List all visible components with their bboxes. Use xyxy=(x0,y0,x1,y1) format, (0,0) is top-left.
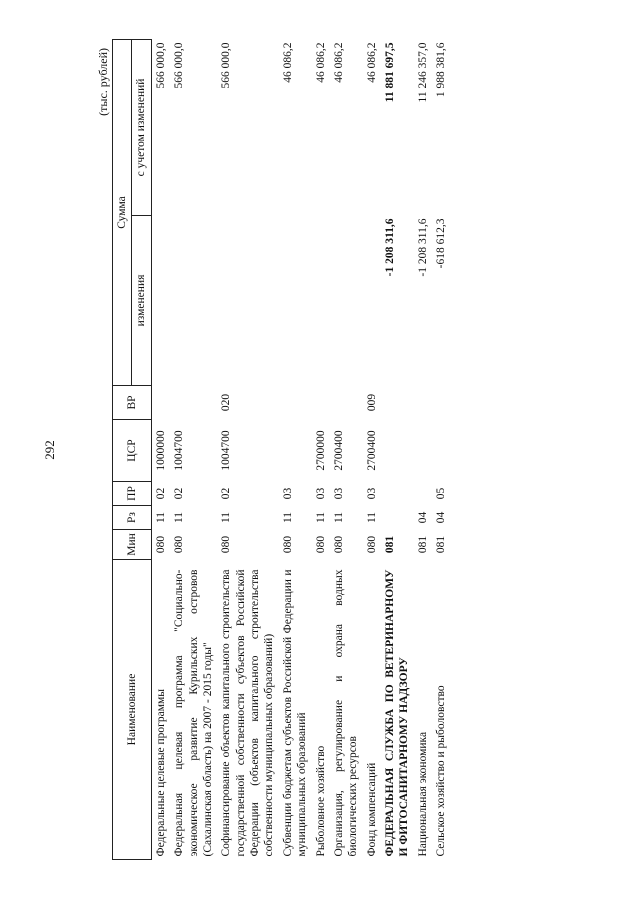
row-csr xyxy=(414,420,432,482)
table-row xyxy=(170,39,217,859)
row-change xyxy=(312,216,330,386)
row-min: 081 xyxy=(416,535,429,554)
row-pr: 02 xyxy=(220,487,233,500)
row-rz: 11 xyxy=(220,511,233,524)
row-vr xyxy=(414,386,432,420)
header-with-changes: с учетом изменений xyxy=(132,39,151,215)
row-change: -1 208 311,6 xyxy=(384,218,396,277)
row-pr: 03 xyxy=(281,487,294,500)
row-csr xyxy=(432,420,450,482)
row-min: 080 xyxy=(314,535,327,554)
table-header xyxy=(113,39,152,859)
row-csr xyxy=(381,420,414,482)
row-name: Организация, регулирование и охрана водных биологических ресурсов xyxy=(332,569,360,857)
row-change: -1 208 311,6 xyxy=(416,218,429,277)
row-vr xyxy=(330,386,363,420)
row-total: 46 086,2 xyxy=(314,42,327,83)
row-min: 081 xyxy=(435,535,448,554)
row-min: 080 xyxy=(220,535,233,554)
header-vr: ВР xyxy=(113,386,152,420)
row-min: 080 xyxy=(173,535,186,554)
row-vr xyxy=(432,386,450,420)
row-min: 080 xyxy=(154,535,167,554)
table-row xyxy=(279,39,312,859)
row-change xyxy=(170,216,217,386)
row-name: Софинансирование объектов капитального строительства государственной собственности субъектов Российской Федерации (объектов капитального строительства собственности муниципальных образований) xyxy=(220,569,276,857)
row-rz: 11 xyxy=(281,511,294,524)
row-rz: 11 xyxy=(332,511,345,524)
row-change xyxy=(330,216,363,386)
header-csr: ЦСР xyxy=(113,420,152,482)
table-row xyxy=(151,39,170,859)
row-total: 11 246 357,0 xyxy=(416,42,429,103)
row-vr xyxy=(312,386,330,420)
row-min: 080 xyxy=(332,535,345,554)
row-name: Рыболовное хозяйство xyxy=(314,745,327,857)
row-total: 46 086,2 xyxy=(332,42,345,83)
header-sum: Сумма xyxy=(113,39,132,385)
row-min: 080 xyxy=(365,535,378,554)
table-row xyxy=(330,39,363,859)
row-pr: 05 xyxy=(435,487,448,500)
row-total: 46 086,2 xyxy=(281,42,294,83)
row-pr: 02 xyxy=(173,487,186,500)
row-csr xyxy=(279,420,312,482)
row-pr xyxy=(414,482,432,506)
table-row xyxy=(381,39,414,859)
row-rz: 04 xyxy=(416,511,429,524)
row-change: -618 612,3 xyxy=(435,218,448,269)
row-vr xyxy=(170,386,217,420)
row-rz: 11 xyxy=(314,511,327,524)
rotated-page-content xyxy=(90,40,560,860)
row-csr: 1000000 xyxy=(154,430,167,471)
row-min: 080 xyxy=(281,535,294,554)
row-pr: 03 xyxy=(365,487,378,500)
row-total: 1 988 381,6 xyxy=(435,42,448,98)
row-pr: 03 xyxy=(332,487,345,500)
row-total: 566 000,0 xyxy=(173,42,186,89)
row-rz: 11 xyxy=(173,511,186,524)
row-csr: 1004700 xyxy=(173,430,186,471)
row-change xyxy=(279,216,312,386)
row-change xyxy=(217,216,279,386)
page-number: 292 xyxy=(42,440,57,460)
header-min: Мин xyxy=(113,530,152,560)
row-name: Фонд компенсаций xyxy=(365,762,378,857)
row-vr xyxy=(151,386,170,420)
header-name: Наименование xyxy=(113,560,152,860)
row-name: Национальная экономика xyxy=(416,731,429,857)
row-min: 081 xyxy=(384,535,396,554)
row-csr: 2700400 xyxy=(365,430,378,471)
row-rz xyxy=(381,506,414,530)
header-rz: Рз xyxy=(113,506,152,530)
row-change xyxy=(363,216,381,386)
row-change xyxy=(151,216,170,386)
row-total: 46 086,2 xyxy=(365,42,378,83)
row-name: Сельское хозяйство и рыболовство xyxy=(435,685,448,857)
table-row xyxy=(312,39,330,859)
row-rz: 11 xyxy=(154,511,167,524)
row-name: Федеральные целевые программы xyxy=(154,688,167,857)
units-note: (тыс. рублей) xyxy=(96,48,110,116)
row-pr: 03 xyxy=(314,487,327,500)
table-row xyxy=(432,39,450,859)
row-vr xyxy=(279,386,312,420)
row-vr: 020 xyxy=(220,393,233,412)
row-rz: 11 xyxy=(365,511,378,524)
row-name: ФЕДЕРАЛЬНАЯ СЛУЖБА ПО ВЕТЕРИНАРНОМУ И ФИТОСАНИТАРНОМУ НАДЗОРУ xyxy=(384,569,411,857)
header-pr: ПР xyxy=(113,482,152,506)
table-row xyxy=(414,39,432,859)
table-body xyxy=(151,39,450,859)
row-name: Федеральная целевая программа "Социально-экономическое развитие Курильских островов (Сахалинская область) на 2007 - 2015 годы" xyxy=(173,569,214,857)
row-csr: 2700400 xyxy=(332,430,345,471)
table-row xyxy=(217,39,279,859)
row-total: 11 881 697,5 xyxy=(384,42,396,103)
table-row xyxy=(363,39,381,859)
budget-table xyxy=(112,39,451,860)
row-pr xyxy=(381,482,414,506)
row-vr: 009 xyxy=(365,393,378,412)
row-total: 566 000,0 xyxy=(154,42,167,89)
row-pr: 02 xyxy=(154,487,167,500)
header-change: изменения xyxy=(132,216,151,386)
row-vr xyxy=(381,386,414,420)
row-total: 566 000,0 xyxy=(220,42,233,89)
row-csr: 1004700 xyxy=(220,430,233,471)
row-rz: 04 xyxy=(435,511,448,524)
row-name: Субвенции бюджетам субъектов Российской Федерации и муниципальных образований xyxy=(281,569,309,857)
row-csr: 2700000 xyxy=(314,430,327,471)
